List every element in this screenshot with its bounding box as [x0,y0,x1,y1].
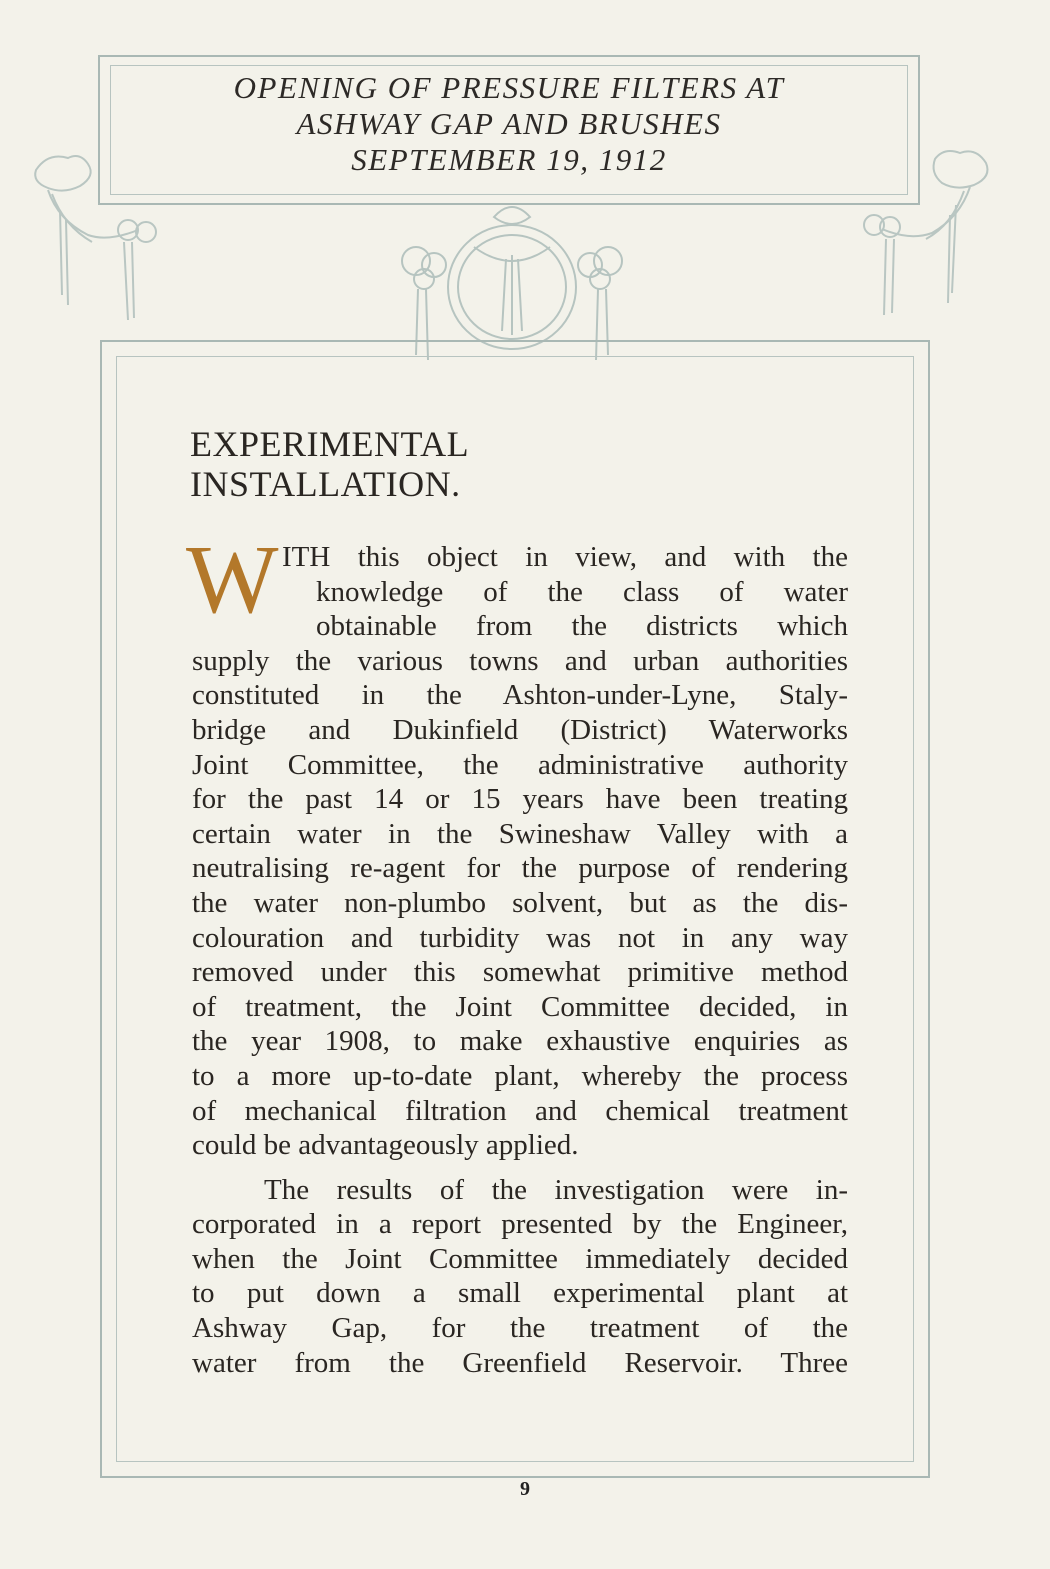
text-line: for the past 14 or 15 years have been treating [192,783,848,816]
text-line: corporated in a report presented by the Engineer, [192,1208,848,1241]
text-line: Ashway Gap, for the treatment of the [192,1312,848,1345]
text-line: constituted in the Ashton-under-Lyne, Staly- [192,679,848,712]
text-line: bridge and Dukinfield (District) Waterworks [192,713,848,746]
text-line: neutralising re-agent for the purpose of rendering [192,852,848,885]
text-line: The results of the investigation were in- [264,1173,848,1206]
text-line: Joint Committee, the administrative authority [192,748,848,781]
header-line-2: ASHWAY GAP AND BRUSHES [296,106,722,141]
text-line: obtainable from the districts which [316,610,848,643]
header-line-1: OPENING OF PRESSURE FILTERS AT [233,70,785,105]
text-line: removed under this somewhat primitive method [192,956,848,989]
text-line: of treatment, the Joint Committee decided, in [192,990,848,1023]
page-number: 9 [520,1478,530,1500]
paragraph-gap [192,1163,848,1173]
text-line: water from the Greenfield Reservoir. Three [192,1346,848,1379]
text-line: the year 1908, to make exhaustive enquiries as [192,1025,848,1058]
text-line: colouration and turbidity was not in any way [192,921,848,954]
text-line: supply the various towns and urban authorities [192,644,848,677]
text-line: knowledge of the class of water [316,575,848,608]
section-title-line-1: EXPERIMENTAL [190,424,470,464]
text-line: certain water in the Swineshaw Valley with a [192,817,848,850]
section-title-line-2: INSTALLATION. [190,464,461,504]
text-line: of mechanical filtration and chemical treatment [192,1094,848,1127]
text-line: to put down a small experimental plant at [192,1277,848,1310]
header-title [98,70,920,178]
section-title [190,424,469,504]
left-torch-ornament [28,150,158,325]
header-line-3: SEPTEMBER 19, 1912 [351,142,667,177]
text-line: ITH this object in view, and with the [282,541,848,573]
text-line: to a more up-to-date plant, whereby the process [192,1059,848,1092]
drop-cap: W [186,526,279,634]
body-text [192,540,848,1380]
text-line: when the Joint Committee immediately decided [192,1242,848,1275]
text-line: the water non-plumbo solvent, but as the dis- [192,886,848,919]
text-line: could be advantageously applied. [192,1129,579,1162]
right-torch-ornament [860,145,995,320]
